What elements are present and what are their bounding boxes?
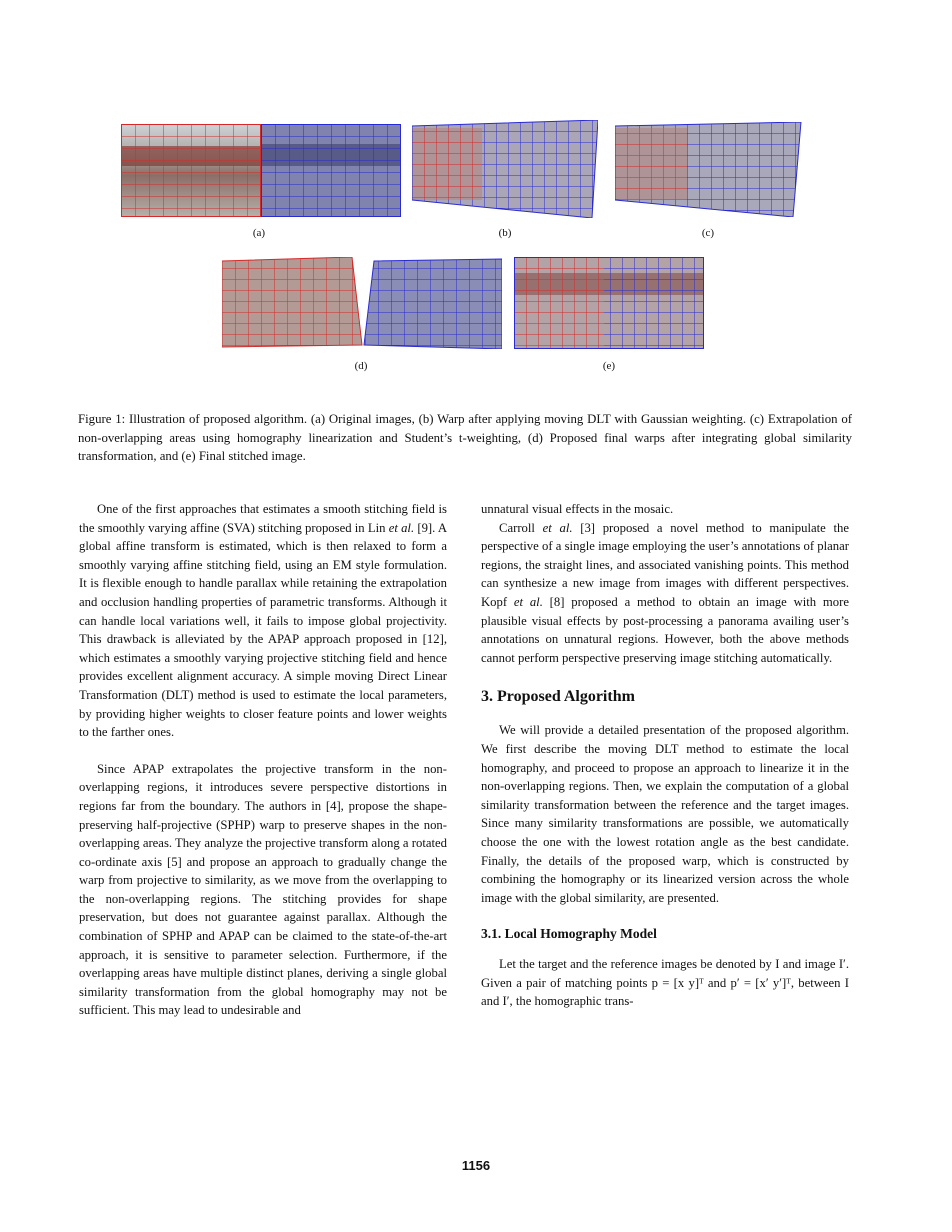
paragraph-carroll [481,519,849,668]
paragraph-section-intro: We will provide a detailed presentation of the proposed algorithm. We first describe the moving DLT method to estimate the local homography, and proceed to propose an approach to linearize it in the non-overlapping regions. Then, we explain the computation of a global similarity transformation between the reference and the target images. Since many similarity transformations are possible, we automatically choose the one with the lowest rotation angle as the best candidate. Finally, the details of the proposed warp, which is constructed by combining the homography or its linearized version across the whole image with the global similarity, are presented. [481,723,849,905]
paragraph-sphp: Since APAP extrapolates the projective transform in the non-overlapping regions, it introduces severe perspective distortions in regions far from the boundary. The authors in [4], propose the shape-preserving half-projective (SPHP) warp to preserve shapes in the non-overlapping areas. They analyze the projective transform along a rotated co-ordinate axis [5] and propose an approach to gradually change the warp from projective to similarity, as we move from the overlapping to the non-overlapping regions. The stitching provides for shape preservation, but does not guarantee against parallax. Although the combination of SPHP and APAP can be claimed to the state-of-the-art approach, it is sensitive to parameter selection. Furthermore, if the overlapping areas have multiple distinct planes, deriving a single global similarity transformation from the global homography may not be sufficient. This may lead to undesirable and [79,761,447,1018]
right-column [481,500,849,1011]
paragraph-continuation: unnatural visual effects in the mosaic. [481,502,674,516]
text-run: [9]. A global affine transform is estimated, which is then relaxed to form a smoothly varying affine stitching field, using an EM style formulation. It is flexible enough to handle parallax while retaining the extrapolation and occlusion handling properties of parametric transforms. Although it can handle local variations well, it fails to impose global projectivity. This drawback is alleviated by the APAP approach proposed in [12], which estimates a smoothly varying projective stitching field and hence provides excellent alignment accuracy. A simple moving Direct Linear Transformation (DLT) method is used to estimate the local parameters, by providing higher weights to closer feature points and lower weights to the farther ones. [79,520,447,740]
page-number: 1156 [461,1158,491,1173]
text-run: [3] proposed a novel method to manipulate the perspective of a single image employing the user’s annotations of planar regions, the straight lines, and associated vanishing points. This method can synthesize a new image from images with different perspectives. Kopf [481,520,849,609]
stitch-grid-image-b [412,120,598,218]
paragraph-local-homography: Let the target and the reference images be denoted by I and image I′. Given a pair of matching points p = [x y]ᵀ and p′ = [x′ y′]ᵀ, between I and I′, the homographic trans- [481,957,849,1009]
figure-panel-e [514,257,704,349]
sublabel-d: (d) [354,360,368,372]
subsection-heading: 3.1. Local Homography Model [481,926,657,942]
stitch-grid-image-a [121,124,401,217]
sublabel-b: (b) [498,227,512,239]
section-heading: 3. Proposed Algorithm [481,688,635,706]
figure-panel-a [121,124,401,217]
sublabel-e: (e) [602,360,616,372]
figure-caption: Figure 1: Illustration of proposed algorithm. (a) Original images, (b) Warp after applying moving DLT with Gaussian weighting. (c) Extrapolation of non-overlapping areas using homography linearization and Student’s t-weighting, (d) Proposed final warps after integrating global similarity transformation, and (e) Final stitched image. [78,412,852,464]
stitch-grid-image-c [615,122,805,217]
figure-panel-d [222,257,502,349]
figure-panel-c [615,122,805,217]
stitch-grid-image-e [514,257,704,349]
text-run: One of the first approaches that estimates a smooth stitching field is the smoothly varying affine (SVA) stitching proposed in Lin [79,502,447,535]
text-run: [8] proposed a method to obtain an image with more plausible visual effects by post-processing a panorama availing user’s annotations on unnatural regions. However, both the above methods cannot perform perspective preserving image stitching automatically. [481,594,849,665]
stitch-grid-image-d [222,257,502,349]
text-run-italic: et al. [542,520,573,535]
sublabel-a: (a) [252,227,266,239]
text-run-italic: et al. [388,520,415,535]
paragraph-sva [79,500,447,742]
sublabel-c: (c) [701,227,715,239]
text-run-italic: et al. [513,594,543,609]
figure-panel-b [412,120,598,218]
text-run: Carroll [499,520,543,535]
left-column [79,500,447,1020]
